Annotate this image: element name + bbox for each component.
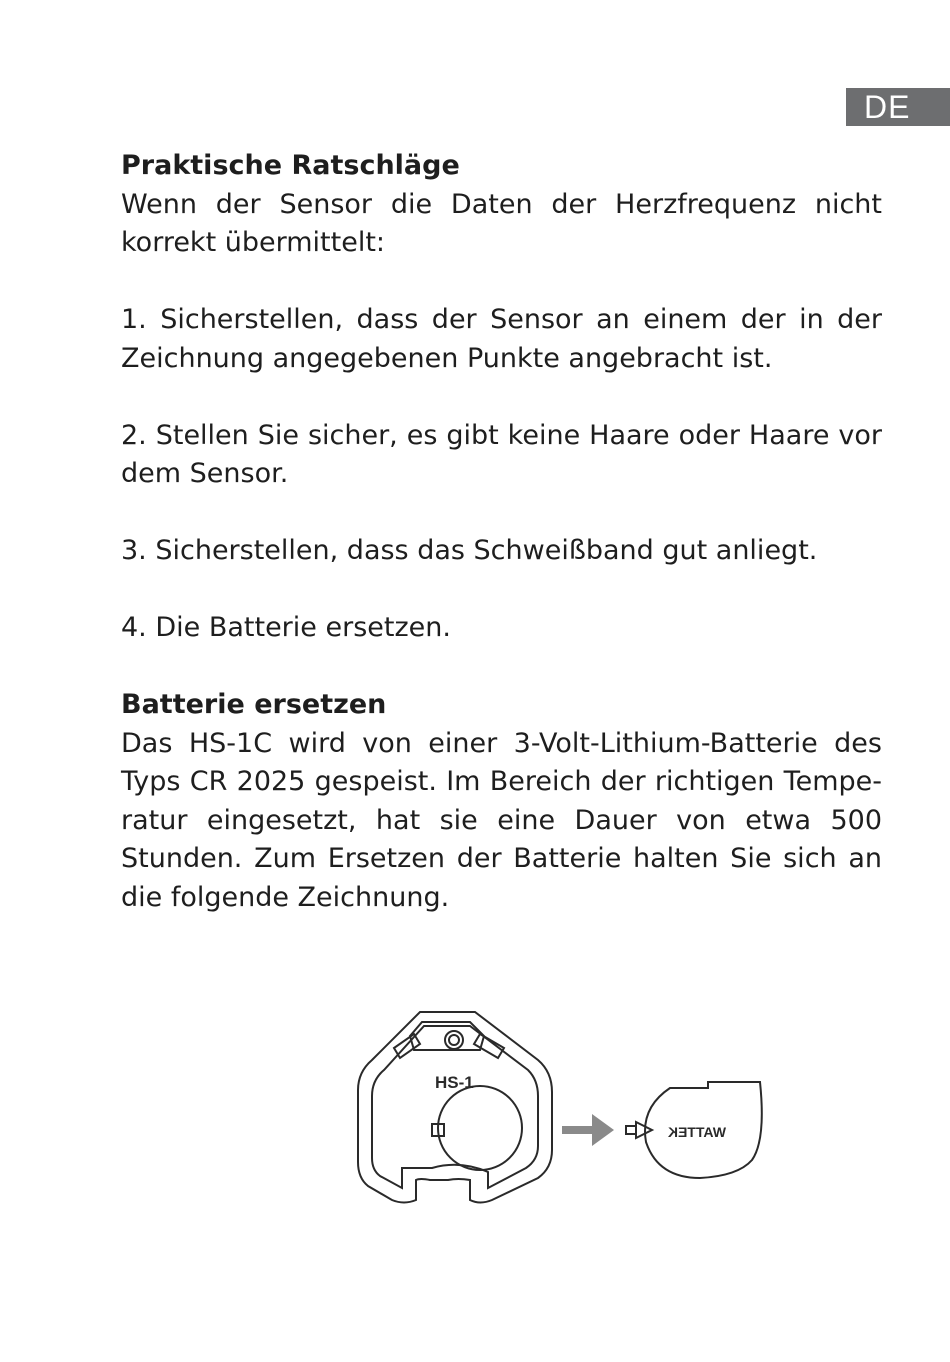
battery-text: Das HS-1C wird von einer 3-Volt-Lithium-Batterie des Typs CR 2025 gespeist. Im Bereich der richtigen Tempe-ratur eingesetzt, hat sie eine Dauer von etwa 500 Stunden. Zum Ersetzen der Batterie halten Sie sich an die folgende Zeichnung. [121,727,882,913]
tips-intro: Wenn der Sensor die Daten der Herzfrequenz nicht korrekt übermittelt: [121,188,882,258]
sensor-button-inner [449,1035,459,1045]
tip-item-3: 3. Sicherstellen, dass das Schweißband gut anliegt. [121,535,818,566]
battery-heading: Batterie ersetzen [121,689,387,720]
language-tab: DE [846,88,950,126]
battery-cover-latch [626,1126,636,1134]
arrow-icon [562,1114,614,1146]
battery-replacement-figure [340,1000,780,1220]
tip-item-1: 1. Sicherstellen, dass der Sensor an einem der in der Zeichnung angegebenen Punkte angebracht ist. [121,304,882,374]
sensor-button-outer [445,1031,463,1049]
battery-compartment [438,1086,522,1170]
tips-heading: Praktische Ratschläge [121,150,460,181]
sensor-right-rail [474,1034,504,1058]
sensor-outer-shell [358,1012,552,1203]
tip-item-2: 2. Stellen Sie sicher, es gibt keine Haare oder Haare vor dem Sensor. [121,419,882,489]
battery-cover-tab [636,1122,652,1138]
battery-cover-label: WATTEK [667,1124,726,1140]
sensor-drawing [358,1012,552,1203]
sensor-label: HS-1 [435,1073,474,1092]
tip-item-4: 4. Die Batterie ersetzen. [121,612,451,643]
page-content [121,147,882,917]
